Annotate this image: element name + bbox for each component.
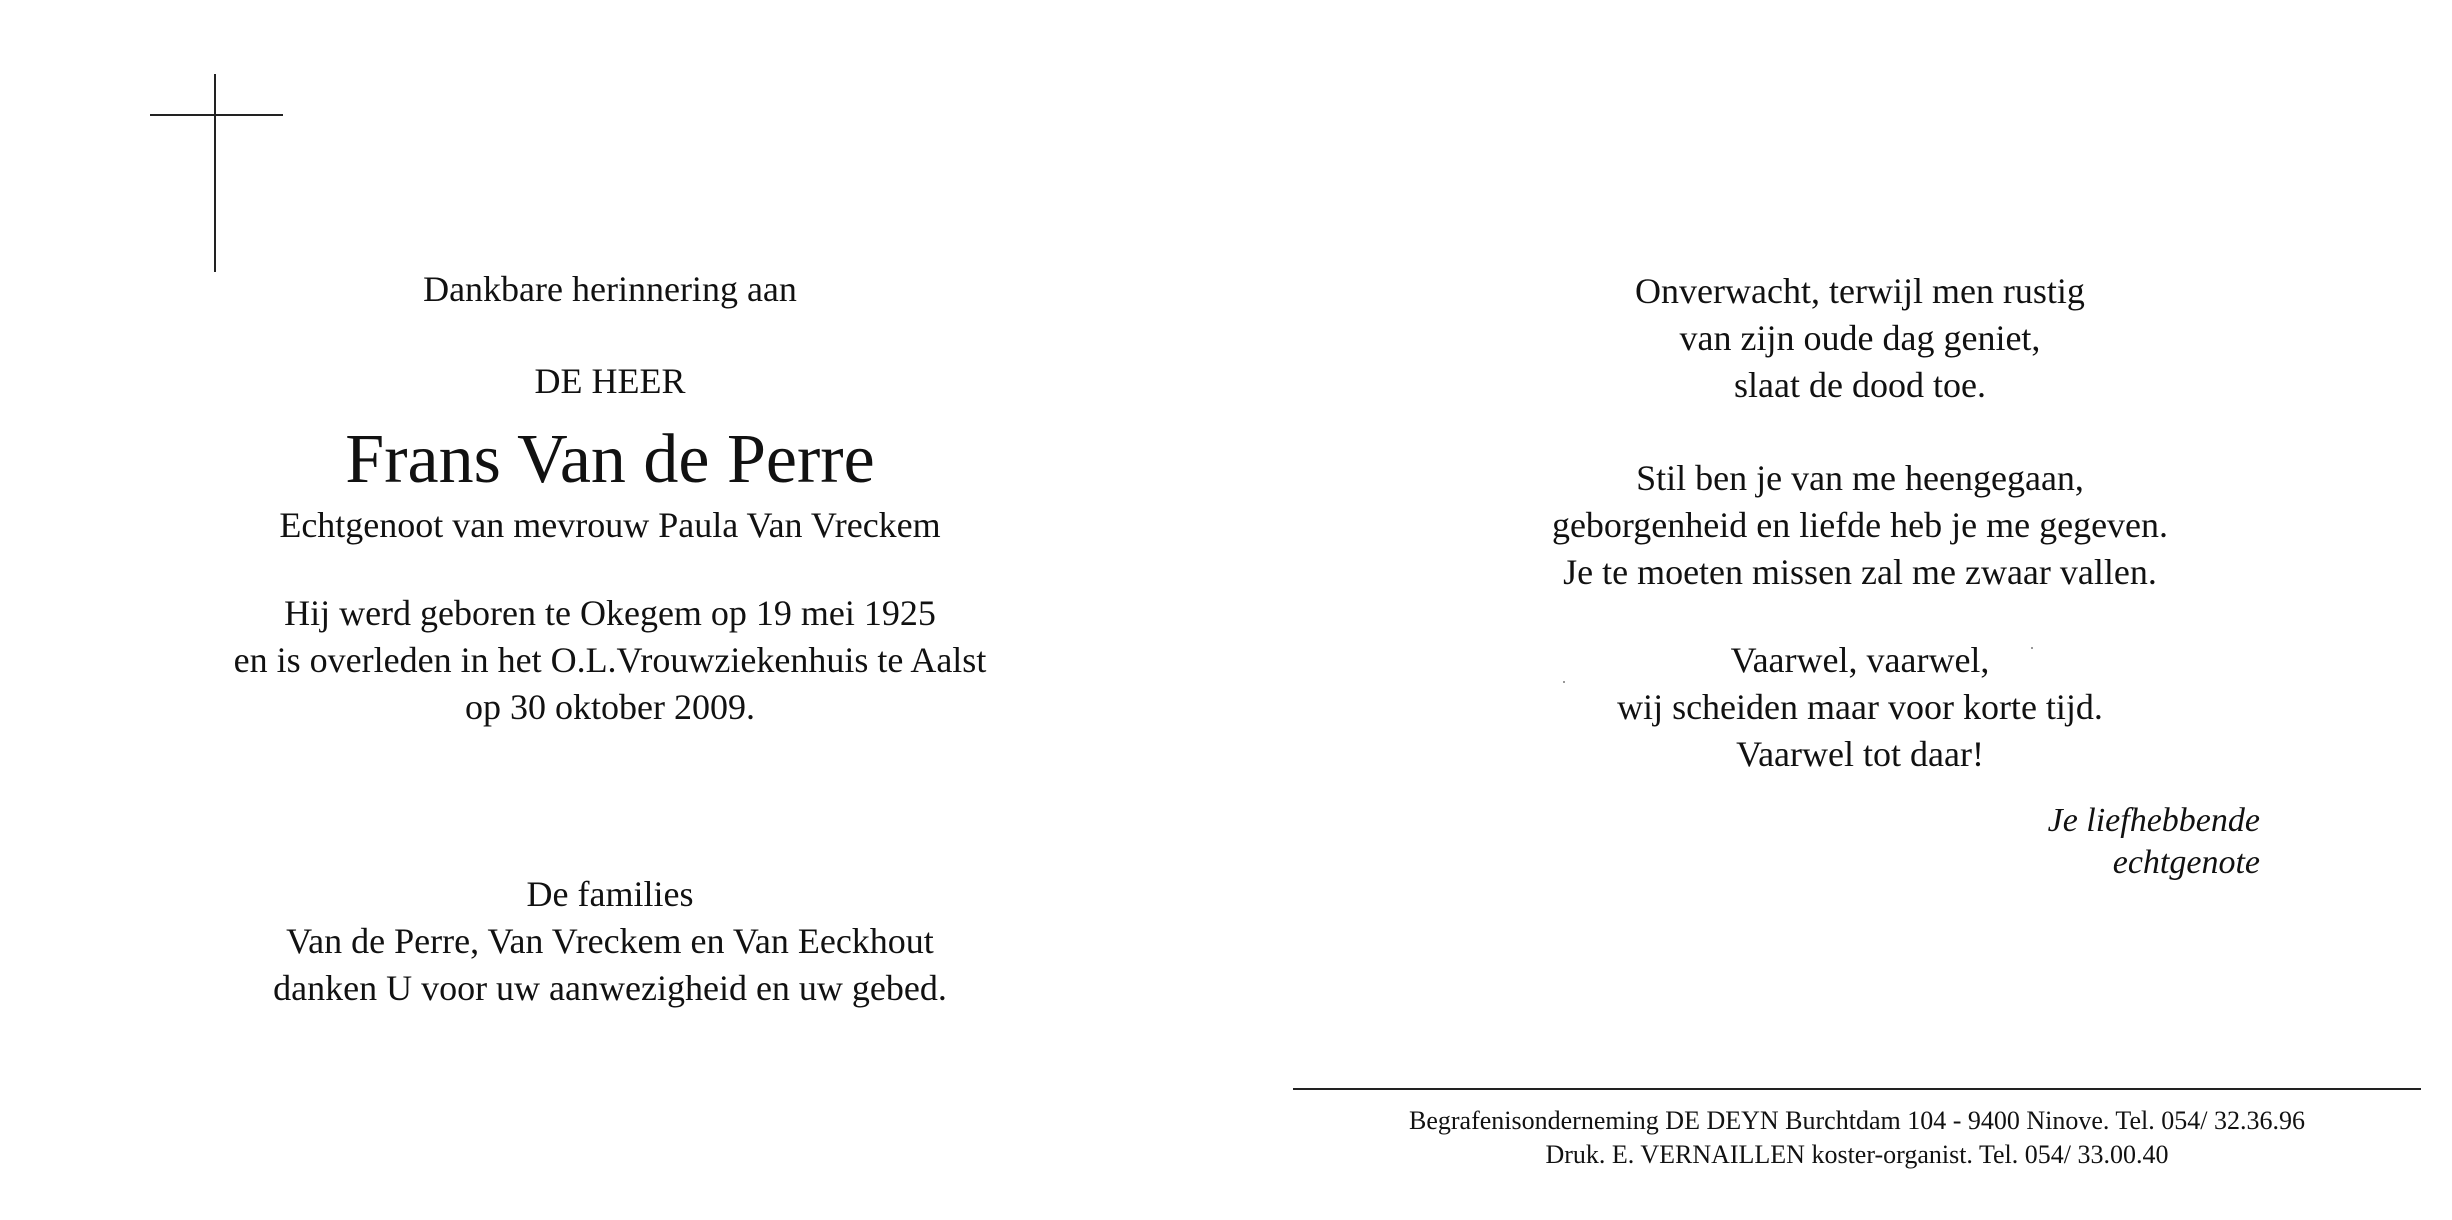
signature-line: Je liefhebbende	[2047, 802, 2260, 839]
intro-text: Dankbare herinnering aan	[423, 269, 797, 309]
thanks-line: De families	[526, 874, 694, 914]
deceased-name: Frans Van de Perre	[345, 421, 875, 498]
scan-speck	[1563, 681, 1565, 683]
spouse-line: Echtgenoot van mevrouw Paula Van Vreckem	[279, 505, 941, 545]
cross-vertical-bar	[214, 74, 216, 272]
verse-line: geborgenheid en liefde heb je me gegeven.	[1551, 505, 2169, 545]
cross-horizontal-bar	[150, 114, 283, 116]
verse-line: wij scheiden maar voor korte tijd.	[1617, 687, 2103, 727]
verse-line: slaat de dood toe.	[1734, 365, 1986, 405]
honorific: DE HEER	[534, 361, 686, 401]
verse-line: van zijn oude dag geniet,	[1679, 318, 2041, 358]
footer-divider	[1293, 1088, 2421, 1090]
verse-line: Onverwacht, terwijl men rustig	[1635, 271, 2085, 311]
bio-line: en is overleden in het O.L.Vrouwziekenhuis te Aalst	[233, 640, 987, 680]
printer-line: Druk. E. VERNAILLEN koster-organist. Tel. 054/ 33.00.40	[1545, 1140, 2169, 1169]
verse-line: Je te moeten missen zal me zwaar vallen.	[1563, 552, 2157, 592]
undertaker-line: Begrafenisonderneming DE DEYN Burchtdam 104 - 9400 Ninove. Tel. 054/ 32.36.96	[1409, 1106, 2305, 1135]
thanks-line: danken U voor uw aanwezigheid en uw gebed.	[273, 968, 947, 1008]
thanks-line: Van de Perre, Van Vreckem en Van Eeckhout	[286, 921, 934, 961]
scan-speck	[2031, 647, 2033, 649]
signature-line: echtgenote	[2112, 844, 2260, 881]
verse-line: Stil ben je van me heengegaan,	[1636, 458, 2084, 498]
verse-line: Vaarwel, vaarwel,	[1730, 640, 1990, 680]
bio-line: Hij werd geboren te Okegem op 19 mei 1925	[284, 593, 936, 633]
verse-line: Vaarwel tot daar!	[1736, 734, 1984, 774]
bio-line: op 30 oktober 2009.	[465, 687, 755, 727]
